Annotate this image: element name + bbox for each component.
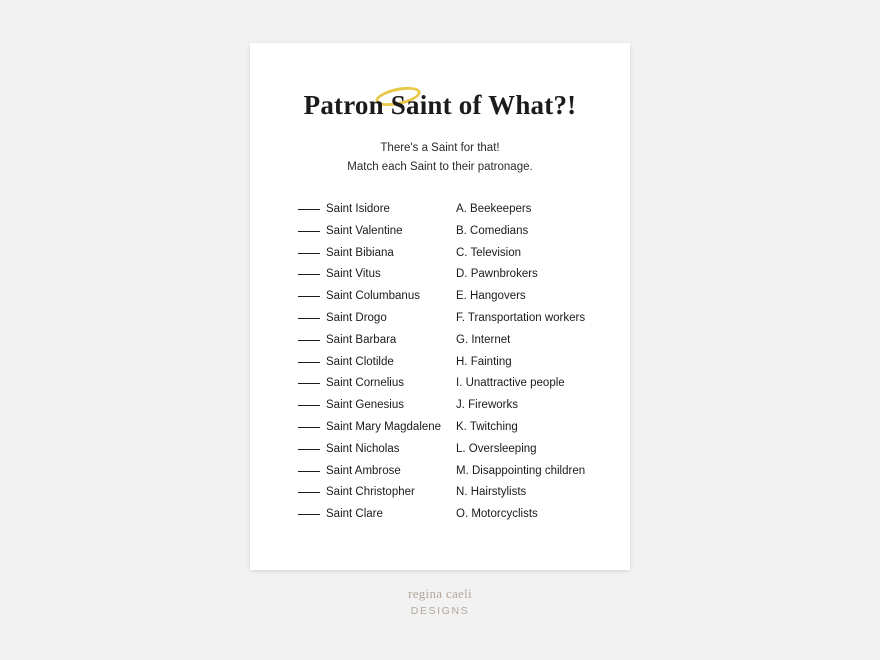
answer-blank[interactable] [298,514,320,515]
list-item: A. Beekeepers [456,203,532,215]
list-item: I. Unattractive people [456,377,565,390]
saint-name: Saint Cornelius [326,377,404,390]
answer-blank[interactable] [298,427,320,428]
saint-name: Saint Clare [326,508,383,521]
list-item [298,221,456,243]
list-item [298,352,456,374]
saint-name: Saint Ambrose [326,464,401,477]
saint-name: Saint Nicholas [326,442,400,455]
list-item [298,199,456,221]
list-item [298,373,456,395]
list-item: O. Motorcyclists [456,508,538,521]
answer-blank[interactable] [298,492,320,493]
saint-name: Saint Drogo [326,311,387,324]
answers-column [456,199,626,526]
answer-blank[interactable] [298,405,320,406]
title-block [250,87,630,127]
answer-blank[interactable] [298,318,320,319]
list-item: F. Transportation workers [456,311,586,324]
list-item: D. Pawnbrokers [456,268,538,281]
saint-name: Saint Barbara [326,333,397,346]
list-item: H. Fainting [456,355,512,368]
page-title: Patron Saint of What?! [303,90,577,120]
saint-name: Saint Christopher [326,486,415,499]
list-item [298,482,456,504]
list-item: E. Hangovers [456,290,526,303]
brand-footer [0,586,880,617]
answer-blank[interactable] [298,449,320,450]
saint-name: Saint Columbanus [326,290,420,303]
saint-name: Saint Valentine [326,224,403,237]
subtitle-line-2: Match each Saint to their patronage. [347,161,533,173]
list-item [298,417,456,439]
list-item [298,504,456,526]
brand-name: regina caeli [408,586,472,601]
list-item: J. Fireworks [456,399,518,412]
answer-blank[interactable] [298,253,320,254]
saint-name: Saint Bibiana [326,246,394,259]
list-item [298,264,456,286]
list-item: N. Hairstylists [456,486,527,499]
worksheet-paper [250,43,630,570]
answer-blank[interactable] [298,296,320,297]
list-item: M. Disappointing children [456,464,586,477]
saint-name: Saint Mary Magdalene [326,420,442,433]
answer-blank[interactable] [298,362,320,363]
list-item [298,243,456,265]
saint-name: Saint Isidore [326,203,390,215]
list-item [298,330,456,352]
subtitle-block [250,139,630,177]
list-item: G. Internet [456,333,511,346]
subtitle-line-1: There's a Saint for that! [380,142,500,154]
saint-name: Saint Genesius [326,399,404,412]
list-item [298,308,456,330]
list-item [298,461,456,483]
list-item: K. Twitching [456,420,518,433]
answer-blank[interactable] [298,383,320,384]
list-item [298,286,456,308]
answer-blank[interactable] [298,209,320,210]
list-item: C. Television [456,246,521,259]
brand-subtitle: DESIGNS [410,605,470,617]
saint-name: Saint Vitus [326,268,381,281]
list-item: L. Oversleeping [456,442,537,455]
matching-columns [250,199,630,526]
saints-column [298,199,456,526]
answer-blank[interactable] [298,340,320,341]
saint-name: Saint Clotilde [326,355,394,368]
list-item [298,439,456,461]
answer-blank[interactable] [298,471,320,472]
list-item: B. Comedians [456,224,529,237]
answer-blank[interactable] [298,274,320,275]
list-item [298,395,456,417]
answer-blank[interactable] [298,231,320,232]
